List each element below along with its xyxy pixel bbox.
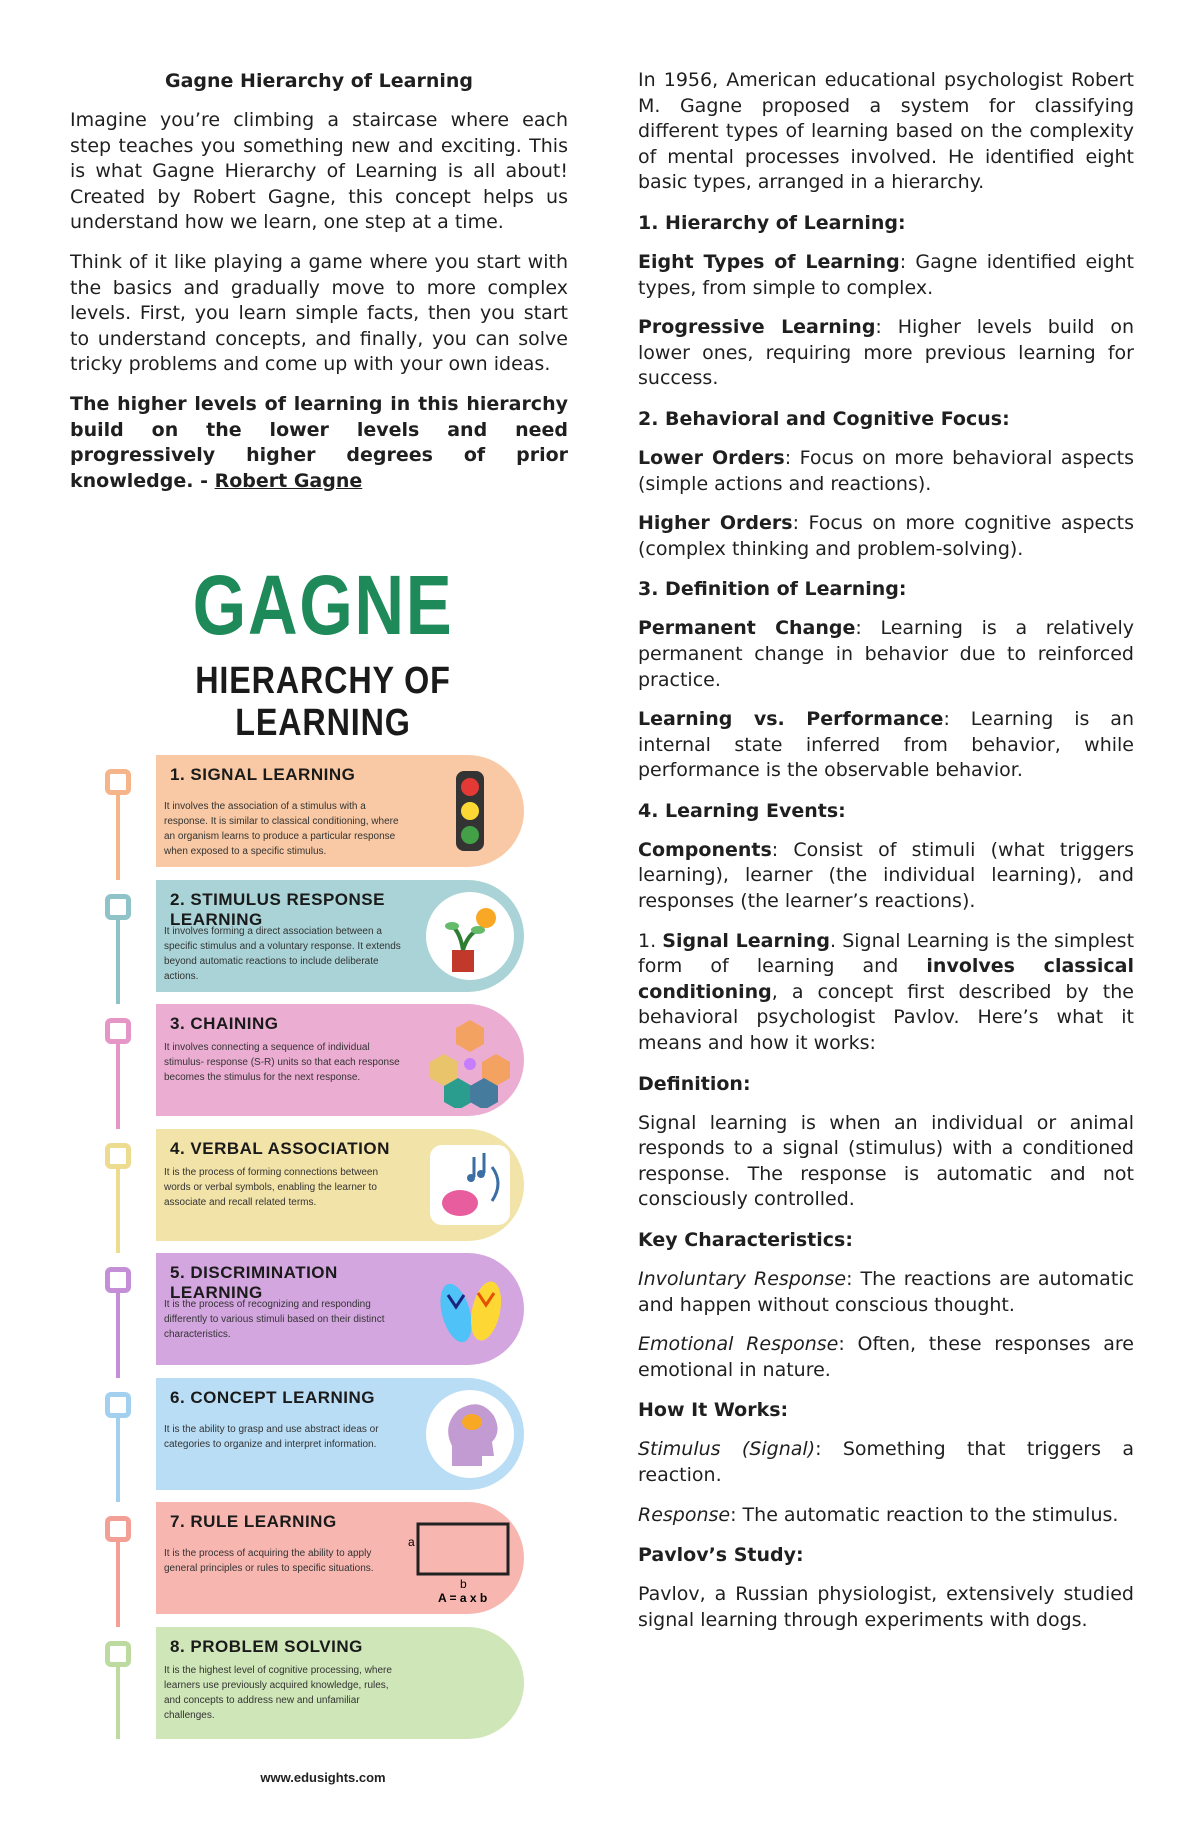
emphasis: involves classical conditioning [638,955,1135,1003]
hexagon-chain-icon [422,1012,518,1108]
rule-label-b: b [460,1577,467,1591]
intro-paragraph: Imagine you’re climbing a staircase where each step teaches you something new and exciting. This is what Gagne Hierarchy of Learning is all about! Created by Robert Gagne, this concept helps us understand how we learn, one step at a time. [70,109,568,234]
term: Stimulus (Signal) [638,1438,816,1461]
step-description: It is the process of acquiring the ability to apply general principles or rules to specific situations. [164,1548,374,1574]
timeline-node [105,894,131,920]
definition-paragraph: Signal learning is when an individual or animal responds to a signal (stimulus) with a conditioned response. The response is automatic and not consciously controlled. [638,1111,1134,1211]
components-item [638,838,1134,915]
history-paragraph: In 1956, American educational psychologist Robert M. Gagne proposed a system for classifying different types of learning based on the complexity of mental processes involved. He identified eight basic types, arranged in a hierarchy. [638,69,1134,194]
step-description: It involves forming a direct association between a specific stimulus and a voluntary response. It extends beyond automatic reactions to include deliberate actions. [164,925,401,982]
step-label: 5. DISCRIMINATION LEARNING [170,1263,338,1302]
signal-learning-paragraph [638,929,1134,1057]
game-paragraph: Think of it like playing a game where you start with the basics and gradually move to more complex levels. First, you learn simple facts, then you start to understand concepts, and finally, you can solve tricky problems and come up with your own ideas. [70,250,568,376]
step-description: It involves connecting a sequence of individual stimulus- response (S-R) units so that each response becomes the stimulus for the next response. [164,1042,400,1083]
step-card [156,880,524,992]
infographic-subtitle: HIERARCHY OF LEARNING [195,660,451,744]
timeline-rail [116,1418,120,1503]
step-card [156,755,524,867]
term-definition: : Gagne identified eight types, from simple to complex. [638,250,1135,299]
step-label: 7. RULE LEARNING [170,1512,337,1531]
term: Components [638,838,772,861]
term: Eight Types of Learning [638,250,900,273]
step-card [156,1253,524,1365]
quote-text: The higher levels of learning in this hierarchy build on the lower levels and need progressively higher degrees of prior knowledge. - [70,392,568,492]
lower-orders-item [638,446,1134,497]
traffic-light-icon [422,763,518,859]
step-card [156,1129,524,1241]
rectangle-area-icon [398,1510,518,1606]
term: Permanent Change [638,617,856,640]
term-definition: : Often, these responses are emotional in nature. [638,1333,1134,1381]
progressive-item [638,315,1134,392]
term-definition: : Focus on more behavioral aspects (simple actions and reactions). [638,446,1134,495]
step-label: 3. CHAINING [170,1014,279,1033]
plant-sun-icon [422,888,518,984]
step-card [156,1627,524,1739]
term: Lower Orders [638,446,785,469]
right-column [638,68,1134,1647]
timeline-rail [116,920,120,1005]
term-definition: : Something that triggers a reaction. [638,1438,1134,1486]
timeline-rail [116,1542,120,1627]
term: Learning vs. Performance [638,708,944,731]
step-label: 6. CONCEPT LEARNING [170,1387,376,1407]
timeline-rail [116,1044,120,1129]
infographic-title: GAGNE [192,558,454,652]
timeline-node [105,1018,131,1044]
step-label: 8. PROBLEM SOLVING [170,1636,363,1656]
puzzle-bulb-icon [422,1635,518,1731]
emotional-item [638,1332,1134,1383]
section-heading-definition: 3. Definition of Learning: [638,578,907,601]
higher-orders-item [638,511,1134,562]
term-definition: : Consist of stimuli (what triggers learning), learner (the individual learning), and responses (the learner’s reactions). [638,838,1134,913]
text: . Signal Learning is the simplest form of learning and [638,929,1135,978]
gagne-quote [70,392,568,494]
term-definition: : Learning is a relatively permanent change in behavior due to reinforced practice. [638,617,1134,691]
timeline-node [105,1392,131,1418]
document-title: Gagne Hierarchy of Learning [165,70,473,92]
timeline-rail [116,1293,120,1378]
item-number: 1. [638,929,663,952]
step-card [156,1004,524,1116]
term-definition: : Focus on more cognitive aspects (complex thinking and problem-solving). [638,512,1134,560]
timeline-node [105,1516,131,1542]
step-card [156,1502,524,1614]
key-characteristics-heading: Key Characteristics: [638,1229,853,1251]
brain-music-icon [422,1137,518,1233]
timeline-rail [116,1667,120,1739]
timeline-node [105,769,131,795]
learning-vs-performance-item [638,707,1134,784]
rule-label-a: a [408,1535,415,1549]
timeline-node [105,1267,131,1293]
step-label: 1. SIGNAL LEARNING [170,765,356,784]
rule-formula: A = a x b [438,1591,488,1605]
pavlov-heading: Pavlov’s Study: [638,1544,804,1567]
quote-author-link[interactable]: Robert Gagne [214,469,363,492]
step-description: It is the highest level of cognitive processing, where learners use previously acquired knowledge, rules, and concepts to address new and unfamiliar challenges. [164,1664,392,1721]
left-column [70,68,568,508]
term-definition: : Learning is an internal state inferred from behavior, while performance is the observable behavior. [638,708,1134,782]
timeline-rail [116,795,120,880]
flip-flops-icon [422,1261,518,1357]
definition-heading: Definition: [638,1072,751,1095]
timeline-rail [116,1169,120,1254]
section-heading-hierarchy: 1. Hierarchy of Learning: [638,211,906,234]
text: , a concept first described by the behavioral psychologist Pavlov. Here’s what it means and how it works: [638,980,1134,1055]
pavlov-paragraph: Pavlov, a Russian physiologist, extensively studied signal learning through experiments with dogs. [638,1583,1134,1631]
step-description: It is the process of forming connections between words or verbal symbols, enabling the learner to associate and recall related terms. [164,1166,379,1208]
stimulus-item [638,1437,1134,1488]
head-idea-icon [422,1386,518,1482]
response-item [638,1503,1134,1529]
step-label: 4. VERBAL ASSOCIATION [170,1138,390,1158]
gagne-infographic [88,560,558,1800]
permanent-change-item [638,616,1134,693]
eight-types-item [638,250,1134,301]
term: Emotional Response [638,1333,839,1356]
timeline-node [105,1641,131,1667]
section-heading-events: 4. Learning Events: [638,799,846,822]
term-definition: : Higher levels build on lower ones, requiring more previous learning for success. [638,316,1134,390]
term: Progressive Learning [638,316,876,339]
step-description: It involves the association of a stimulus with a response. It is similar to classical conditioning, where an organism learns to produce a particular response when exposed to a specific stimulus. [164,801,399,857]
step-card [156,1378,524,1490]
term: Signal Learning [662,929,831,952]
step-label: 2. STIMULUS RESPONSE LEARNING [170,889,385,929]
infographic-url: www.edusights.com [260,1770,386,1785]
term: Higher Orders [638,512,793,535]
step-description: It is the process of recognizing and responding differently to various stimuli based on their distinct characteristics. [164,1299,385,1340]
term: Response [638,1503,731,1526]
section-heading-focus: 2. Behavioral and Cognitive Focus: [638,407,1010,430]
term-definition: : The automatic reaction to the stimulus. [730,1503,1119,1526]
step-description: It is the ability to grasp and use abstract ideas or categories to organize and interpret information. [164,1423,379,1450]
term-definition: : The reactions are automatic and happen without conscious thought. [638,1268,1134,1316]
involuntary-item [638,1267,1134,1318]
term: Involuntary Response [638,1268,847,1290]
timeline-node [105,1143,131,1169]
how-it-works-heading: How It Works: [638,1399,789,1422]
